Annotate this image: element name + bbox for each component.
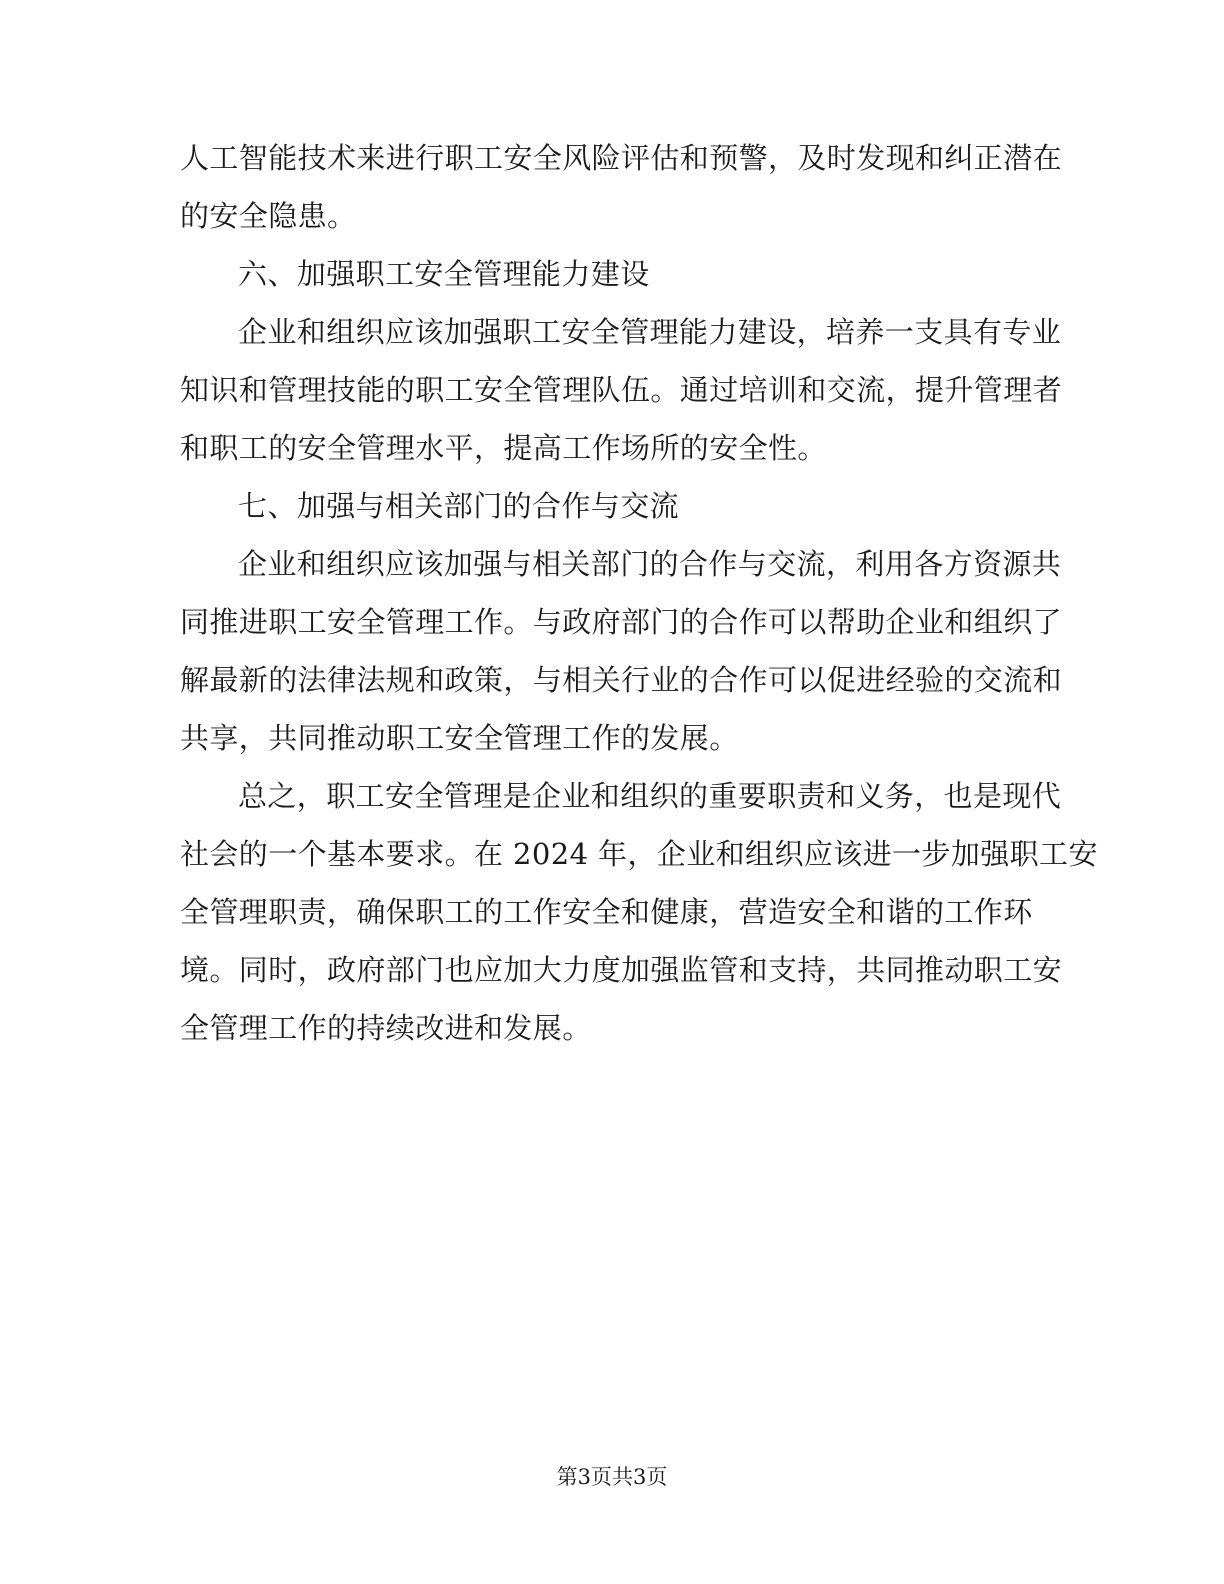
text-line: 共享，共同推动职工安全管理工作的发展。 <box>180 721 739 755</box>
text-line: 人工智能技术来进行职工安全风险评估和预警，及时发现和纠正潜在 <box>180 141 1063 175</box>
text-line: 知识和管理技能的职工安全管理队伍。通过培训和交流，提升管理者 <box>180 373 1063 407</box>
document-body <box>180 129 1098 1057</box>
text-line: 解最新的法律法规和政策，与相关行业的合作可以促进经验的交流和 <box>180 663 1063 697</box>
text-line: 社会的一个基本要求。在 2024 年，企业和组织应该进一步加强职工安 <box>180 837 1098 871</box>
text-line: 全管理职责，确保职工的工作安全和健康，营造安全和谐的工作环 <box>180 895 1033 929</box>
section-heading: 六、加强职工安全管理能力建设 <box>238 257 650 291</box>
section-heading: 七、加强与相关部门的合作与交流 <box>238 489 680 523</box>
text-line: 和职工的安全管理水平，提高工作场所的安全性。 <box>180 431 827 465</box>
text-line: 总之，职工安全管理是企业和组织的重要职责和义务，也是现代 <box>238 779 1062 813</box>
text-line: 全管理工作的持续改进和发展。 <box>180 1011 592 1045</box>
page-number: 第3页共3页 <box>556 1465 668 1489</box>
text-line: 同推进职工安全管理工作。与政府部门的合作可以帮助企业和组织了 <box>180 605 1063 639</box>
text-line: 的安全隐患。 <box>180 199 357 233</box>
text-line: 企业和组织应该加强职工安全管理能力建设，培养一支具有专业 <box>238 315 1062 349</box>
text-line: 企业和组织应该加强与相关部门的合作与交流，利用各方资源共 <box>238 547 1062 581</box>
text-line: 境。同时，政府部门也应加大力度加强监管和支持，共同推动职工安 <box>180 953 1063 987</box>
